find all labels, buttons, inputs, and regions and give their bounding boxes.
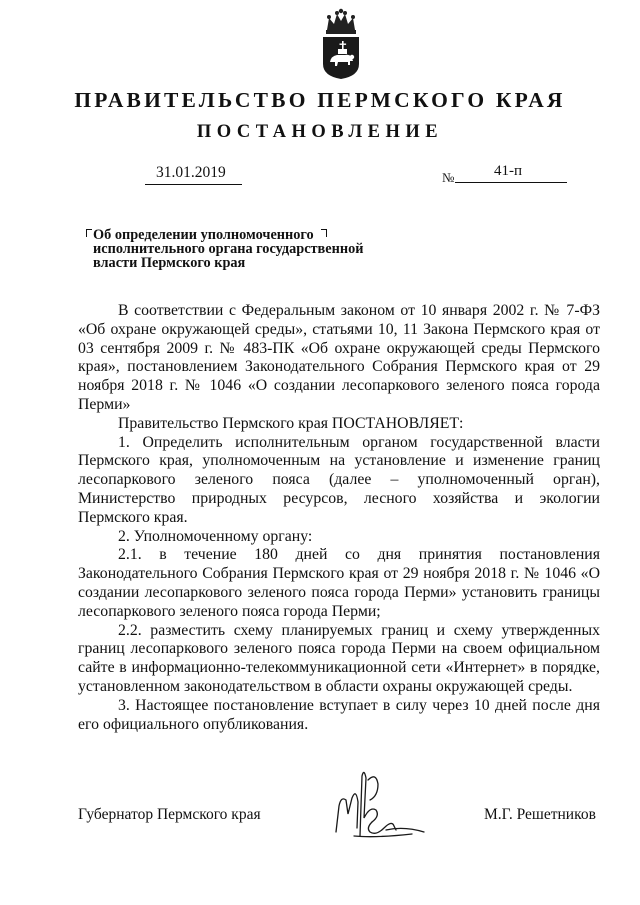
subject-line: власти Пермского края <box>93 255 246 271</box>
paragraph-decree: Правительство Пермского края ПОСТАНОВЛЯЕТ: <box>118 414 464 432</box>
document-date: 31.01.2019 <box>156 164 226 181</box>
number-sign: № <box>442 170 455 185</box>
signatory-name: М.Г. Решетников <box>484 806 596 823</box>
subject-corner-left <box>86 229 92 237</box>
document-number: 41-п <box>494 163 523 179</box>
signatory-position: Губернатор Пермского края <box>78 806 261 823</box>
paragraph-item-2-2: 2.2. разместить схему планируемых границ и схему утвержденных границ лесопаркового зеленого пояса города Перми на своем официальном сайте в информационно-телекоммуникационной сети «Интернет» в порядке, установленном законодательством в области охраны окружающей среды. <box>78 621 600 695</box>
date-underline <box>145 184 242 185</box>
subject-heading <box>93 228 403 270</box>
paragraph-item-2: 2. Уполномоченному органу: <box>118 527 313 545</box>
document-body <box>78 302 600 734</box>
government-title: ПРАВИТЕЛЬСТВО ПЕРМСКОГО КРАЯ <box>74 88 566 112</box>
coat-of-arms-icon <box>319 8 363 80</box>
paragraph-item-2-1: 2.1. в течение 180 дней со дня принятия постановления Законодательного Собрания Пермского края от 29 ноября 2018 г. № 1046 «О создании лесопаркового зеленого пояса города Перми» установить границы лесопаркового зеленого пояса города Перми; <box>78 546 600 620</box>
document-type: ПОСТАНОВЛЕНИЕ <box>196 122 444 142</box>
subject-line: Об определении уполномоченного <box>93 227 314 243</box>
paragraph-item-1: 1. Определить исполнительным органом государственной власти Пермского края, уполномоченным на установление и изменение границ лесопаркового зеленого пояса (далее – уполномоченный орган), Министерство природных ресурсов, лесного хозяйства и экологии Пермского края. <box>78 433 600 526</box>
paragraph-preamble: В соответствии с Федеральным законом от 10 января 2002 г. № 7-ФЗ «Об охране окружающей среды», статьями 10, 11 Закона Пермского края от 03 сентября 2009 г. № 483-ПК «Об охране окружающей среды Пермского края», постановлением Законодательного Собрания Пермского края от 29 ноября 2018 г. № 1046 «О создании лесопаркового зеленого пояса города Перми» <box>78 302 600 413</box>
paragraph-item-3: 3. Настоящее постановление вступает в силу через 10 дней после дня его официального опубликования. <box>78 696 600 733</box>
subject-line: исполнительного органа государственной <box>93 241 364 257</box>
number-underline <box>455 182 567 183</box>
handwritten-signature <box>326 766 430 842</box>
